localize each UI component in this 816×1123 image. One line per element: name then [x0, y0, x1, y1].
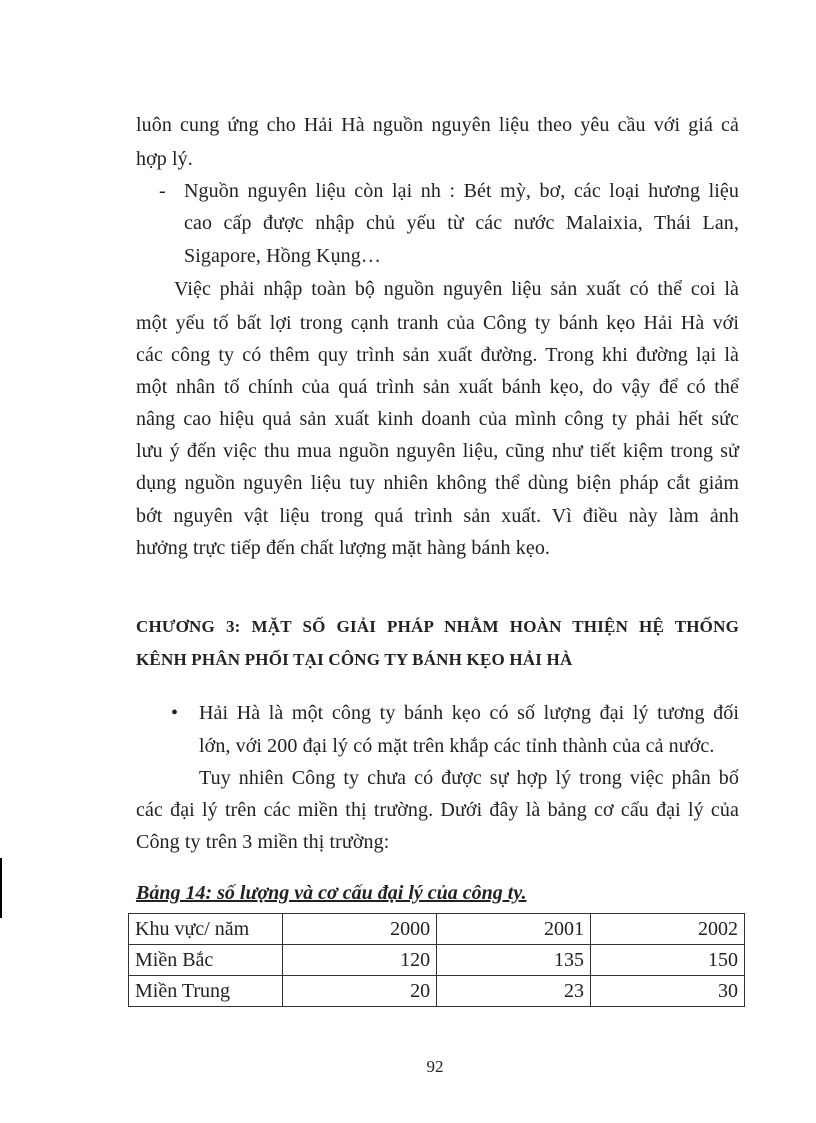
paragraph-line: Tuy nhiên Công ty chưa có được sự hợp lý trong việc phân bố: [199, 767, 739, 789]
table-cell: 120: [283, 945, 437, 976]
table-title: Bảng 14: số lượng và cơ cấu đại lý của công ty.: [136, 882, 527, 904]
paragraph-line: một nhân tố chính của quá trình sản xuất bánh kẹo, do vậy để có thể: [136, 376, 739, 398]
bullet-line: Hải Hà là một công ty bánh kẹo có số lượng đại lý tương đối: [199, 702, 739, 724]
paragraph-line: luôn cung ứng cho Hải Hà nguồn nguyên liệu theo yêu cầu với giá cả: [136, 114, 739, 136]
paragraph-line: hưởng trực tiếp đến chất lượng mặt hàng bánh kẹo.: [136, 537, 551, 559]
table-header-cell: 2002: [591, 914, 745, 945]
table-header-cell: 2001: [437, 914, 591, 945]
table-cell: 23: [437, 976, 591, 1007]
table-cell: Miền Bắc: [129, 945, 283, 976]
table-row: [129, 945, 745, 976]
table-cell: Miền Trung: [129, 976, 283, 1007]
chapter-heading: CHƯƠNG 3: MẶT SỐ GIẢI PHÁP NHẰM HOÀN THIỆN HỆ THỐNG: [136, 617, 739, 636]
bullet-line: Sigapore, Hồng Kụng…: [184, 245, 381, 267]
paragraph-line: hợp lý.: [136, 148, 193, 170]
bullet-dash-marker: -: [159, 180, 166, 202]
bullet-line: cao cấp được nhập chủ yếu từ các nước Malaixia, Thái Lan,: [184, 212, 739, 234]
table-header-cell: Khu vực/ năm: [129, 914, 283, 945]
table-header-cell: 2000: [283, 914, 437, 945]
paragraph-line: các công ty có thêm quy trình sản xuất đường. Trong khi đường lại là: [136, 344, 739, 366]
paragraph-line: một yếu tố bất lợi trong cạnh tranh của Công ty bánh kẹo Hải Hà với: [136, 312, 739, 334]
data-table: [128, 913, 745, 1007]
table-cell: 30: [591, 976, 745, 1007]
table-cell: 20: [283, 976, 437, 1007]
table-row: [129, 976, 745, 1007]
bullet-line: Nguồn nguyên liệu còn lại nh : Bét mỳ, bơ, các loại hương liệu: [184, 180, 739, 202]
paragraph-line: Công ty trên 3 miền thị trường:: [136, 831, 390, 853]
paragraph-line: bớt nguyên vật liệu trong quá trình sản xuất. Vì điều này làm ảnh: [136, 505, 739, 527]
table-cell: 135: [437, 945, 591, 976]
table-cell: 150: [591, 945, 745, 976]
bullet-dot-marker: •: [171, 702, 179, 724]
bullet-line: lớn, với 200 đại lý có mặt trên khắp các tỉnh thành của cả nước.: [199, 735, 715, 757]
paragraph-line: lưu ý đến việc thu mua nguồn nguyên liệu, cũng như tiết kiệm trong sử: [136, 440, 739, 462]
paragraph-line: các đại lý trên các miền thị trường. Dưới đây là bảng cơ cấu đại lý của: [136, 799, 739, 821]
chapter-heading: KÊNH PHÂN PHỐI TẠI CÔNG TY BÁNH KẸO HẢI HÀ: [136, 650, 573, 669]
page-number: 92: [426, 1057, 444, 1076]
paragraph-line: nâng cao hiệu quả sản xuất kinh doanh của mình công ty phải hết sức: [136, 408, 739, 430]
paragraph-line: Việc phải nhập toàn bộ nguồn nguyên liệu sản xuất có thể coi là: [174, 278, 739, 300]
paragraph-line: dụng nguồn nguyên liệu tuy nhiên không thể dùng biện pháp cắt giảm: [136, 472, 739, 494]
margin-mark: [0, 858, 2, 918]
table-header-row: [129, 914, 745, 945]
